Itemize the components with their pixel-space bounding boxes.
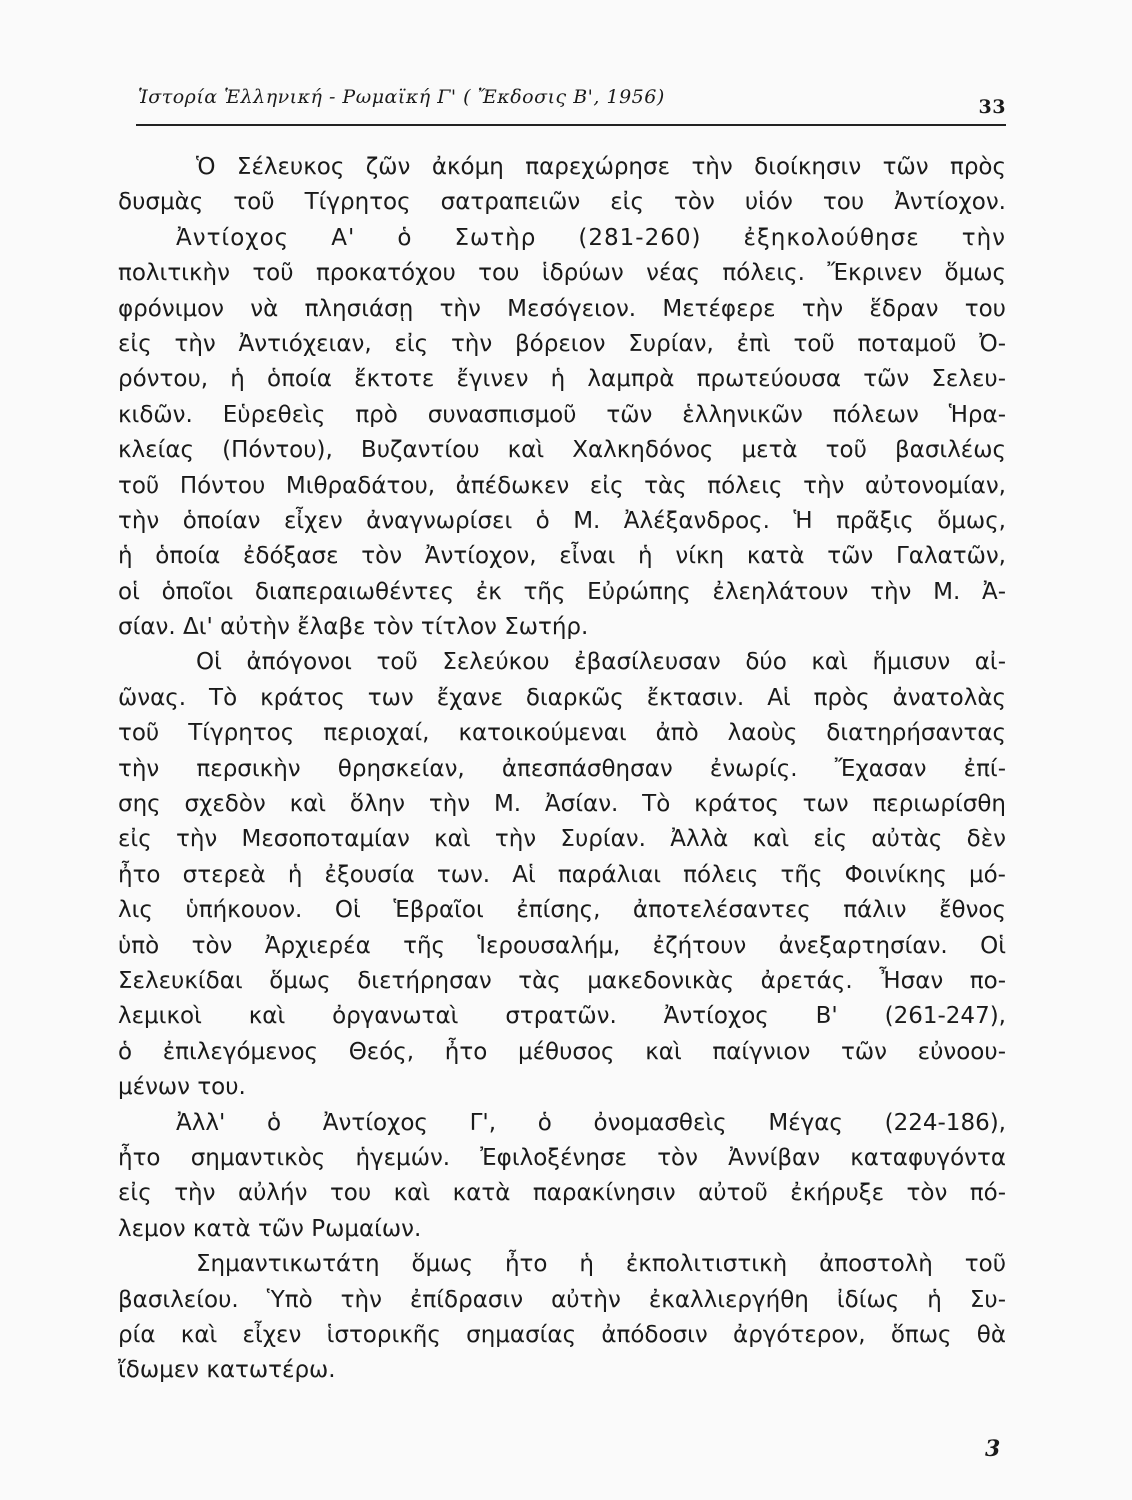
text-line: ρόντου, ἡ ὁποία ἔκτοτε ἔγινεν ἡ λαμπρὰ πρωτεύουσα τῶν Σελευ- bbox=[118, 366, 1006, 393]
text-line: τὴν περσικὴν θρησκείαν, ἀπεσπάσθησαν ἐνωρίς. Ἔχασαν ἐπί- bbox=[118, 755, 1006, 782]
page-number: 33 bbox=[978, 96, 1006, 118]
text-line: λεμικοὶ καὶ ὀργανωταὶ στρατῶν. Ἀντίοχος Β' (261-247), bbox=[118, 1003, 1006, 1030]
text-line: πολιτικὴν τοῦ προκατόχου του ἱδρύων νέας πόλεις. Ἔκρινεν ὅμως bbox=[118, 260, 1006, 287]
text-line: μένων του. bbox=[118, 1074, 246, 1101]
text-line: ἡ ὁποία ἐδόξασε τὸν Ἀντίοχον, εἶναι ἡ νίκη κατὰ τῶν Γαλατῶν, bbox=[118, 543, 1006, 570]
text-line: βασιλείου. Ὑπὸ τὴν ἐπίδρασιν αὐτὴν ἐκαλλιεργήθη ἰδίως ἡ Συ- bbox=[118, 1286, 1006, 1313]
text-line: ῶνας. Τὸ κράτος των ἔχανε διαρκῶς ἔκτασιν. Αἱ πρὸς ἀνατολὰς bbox=[118, 684, 1006, 711]
text-line: ὁ ἐπιλεγόμενος Θεός, ἦτο μέθυσος καὶ παίγνιον τῶν εὐνοου- bbox=[118, 1038, 1006, 1065]
text-line: δυσμὰς τοῦ Τίγρητος σατραπειῶν εἰς τὸν υἱόν του Ἀντίοχον. bbox=[118, 189, 1006, 216]
text-line: Ἀντίοχος Α' ὁ Σωτὴρ (281-260) ἐξηκολούθησε τὴν bbox=[176, 224, 1006, 251]
text-line: Ὁ Σέλευκος ζῶν ἀκόμη παρεχώρησε τὴν διοίκησιν τῶν πρὸς bbox=[196, 154, 1006, 180]
text-line: ἦτο σημαντικὸς ἡγεμών. Ἐφιλοξένησε τὸν Ἀννίβαν καταφυγόντα bbox=[118, 1144, 1006, 1171]
text-line: οἱ ὁποῖοι διαπεραιωθέντες ἐκ τῆς Εὐρώπης ἐλεηλάτουν τὴν Μ. Ἀ- bbox=[118, 578, 1006, 605]
body-text bbox=[118, 150, 1006, 1389]
text-line: εἰς τὴν Μεσοποταμίαν καὶ τὴν Συρίαν. Ἀλλὰ καὶ εἰς αὐτὰς δὲν bbox=[118, 826, 1006, 853]
header-rule bbox=[136, 124, 1006, 126]
text-line: λεμον κατὰ τῶν Ρωμαίων. bbox=[118, 1215, 422, 1242]
text-line: Σελευκίδαι ὅμως διετήρησαν τὰς μακεδονικὰς ἀρετάς. Ἦσαν πο- bbox=[118, 967, 1006, 994]
text-line: ρία καὶ εἶχεν ἱστορικῆς σημασίας ἀπόδοσιν ἀργότερον, ὅπως θὰ bbox=[118, 1321, 1006, 1348]
text-line: τοῦ Τίγρητος περιοχαί, κατοικούμεναι ἀπὸ λαοὺς διατηρήσαντας bbox=[118, 720, 1006, 747]
text-line: εἰς τὴν αὐλήν του καὶ κατὰ παρακίνησιν αὐτοῦ ἐκήρυξε τὸν πό- bbox=[118, 1180, 1006, 1207]
header-title: Ἱστορία Ἑλληνική - Ρωμαϊκή Γ' ( Ἔκδοσις Β', 1956) bbox=[138, 86, 665, 108]
text-line: Οἱ ἀπόγονοι τοῦ Σελεύκου ἐβασίλευσαν δύο καὶ ἥμισυν αἰ- bbox=[196, 649, 1006, 676]
text-line: τὴν ὁποίαν εἶχεν ἀναγνωρίσει ὁ Μ. Ἀλέξανδρος. Ἡ πρᾶξις ὅμως, bbox=[118, 507, 1006, 534]
text-line: κλείας (Πόντου), Βυζαντίου καὶ Χαλκηδόνος μετὰ τοῦ βασιλέως bbox=[118, 437, 1006, 464]
text-line: τοῦ Πόντου Μιθραδάτου, ἀπέδωκεν εἰς τὰς πόλεις τὴν αὐτονομίαν, bbox=[118, 472, 1006, 499]
text-line: φρόνιμον νὰ πλησιάσῃ τὴν Μεσόγειον. Μετέφερε τὴν ἕδραν του bbox=[118, 295, 1006, 322]
text-line: Σημαντικωτάτη ὅμως ἦτο ἡ ἐκπολιτιστικὴ ἀποστολὴ τοῦ bbox=[196, 1251, 1006, 1278]
signature-mark: 3 bbox=[985, 1436, 1001, 1462]
text-line: σης σχεδὸν καὶ ὅλην τὴν Μ. Ἀσίαν. Τὸ κράτος των περιωρίσθη bbox=[118, 791, 1006, 818]
text-line: ἦτο στερεὰ ἡ ἐξουσία των. Αἱ παράλιαι πόλεις τῆς Φοινίκης μό- bbox=[118, 861, 1006, 888]
text-line: κιδῶν. Εὑρεθεὶς πρὸ συνασπισμοῦ τῶν ἑλληνικῶν πόλεων Ἡρα- bbox=[118, 401, 1006, 428]
text-line: λις ὑπήκουον. Οἱ Ἑβραῖοι ἐπίσης, ἀποτελέσαντες πάλιν ἔθνος bbox=[118, 897, 1006, 924]
text-line: Ἀλλ' ὁ Ἀντίοχος Γ', ὁ ὀνομασθεὶς Μέγας (224-186), bbox=[176, 1109, 1006, 1136]
text-line: ὑπὸ τὸν Ἀρχιερέα τῆς Ἱερουσαλήμ, ἐζήτουν ἀνεξαρτησίαν. Οἱ bbox=[118, 932, 1006, 959]
text-line: σίαν. Δι' αὐτὴν ἔλαβε τὸν τίτλον Σωτήρ. bbox=[118, 614, 589, 641]
text-line: εἰς τὴν Ἀντιόχειαν, εἰς τὴν βόρειον Συρίαν, ἐπὶ τοῦ ποταμοῦ Ὀ- bbox=[118, 330, 1006, 357]
text-line: ἴδωμεν κατωτέρω. bbox=[118, 1357, 336, 1384]
running-header bbox=[138, 86, 1006, 118]
